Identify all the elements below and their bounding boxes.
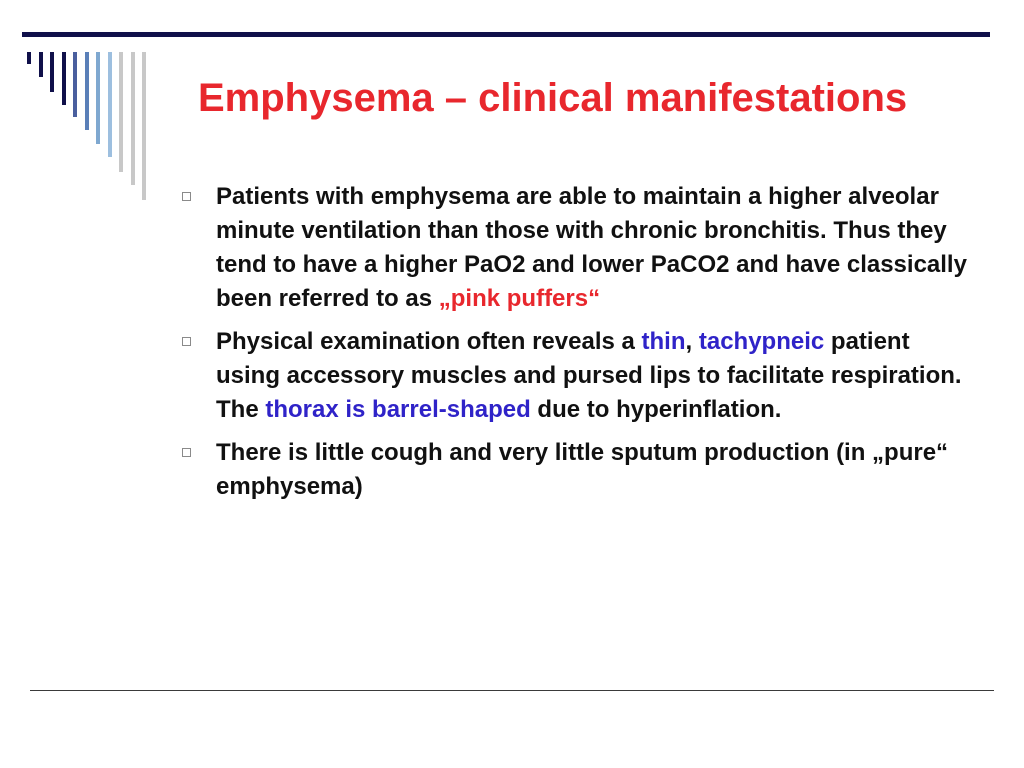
square-bullet-icon	[182, 448, 191, 457]
decor-bar	[39, 52, 43, 77]
decor-bar	[142, 52, 146, 200]
decor-bar	[96, 52, 100, 144]
decor-bar	[108, 52, 112, 157]
bullet-3-text: There is little cough and very little sputum production (in „pure“ emphysema)	[216, 439, 949, 500]
decor-bar	[131, 52, 135, 185]
bullet-2-text-c: due to hyperinflation.	[530, 396, 782, 423]
slide-title: Emphysema – clinical manifestations	[198, 76, 908, 120]
barrel-thorax-highlight: thorax is barrel-shaped	[265, 396, 531, 423]
pink-puffers-highlight: „pink puffers“	[438, 285, 601, 312]
decor-bar	[27, 52, 31, 64]
bullet-2-comma: ,	[685, 328, 699, 355]
bullet-1-text: Patients with emphysema are able to maintain a higher alveolar minute ventilation than those with chronic bronchitis. Thus they tend to have a higher PaO2 and lower PaCO2 and have classically been referred to as	[216, 183, 967, 312]
decorative-bars	[0, 0, 180, 200]
bottom-rule	[30, 690, 994, 691]
bullet-2-text-b: patient using accessory muscles and pursed lips to facilitate respiration. The	[216, 328, 962, 423]
square-bullet-icon	[182, 337, 191, 346]
decor-bar	[85, 52, 89, 130]
bullet-item-3	[180, 436, 980, 504]
decor-bar	[73, 52, 77, 117]
bullet-item-2	[180, 325, 980, 427]
decor-bar	[50, 52, 54, 92]
decor-bar	[62, 52, 66, 105]
bullet-list	[180, 180, 980, 513]
bullet-item-1	[180, 180, 980, 316]
square-bullet-icon	[182, 192, 191, 201]
decor-bar	[119, 52, 123, 172]
tachypneic-highlight: tachypneic	[698, 328, 825, 355]
thin-highlight: thin	[641, 328, 686, 355]
bullet-2-text-a: Physical examination often reveals a	[216, 328, 642, 355]
